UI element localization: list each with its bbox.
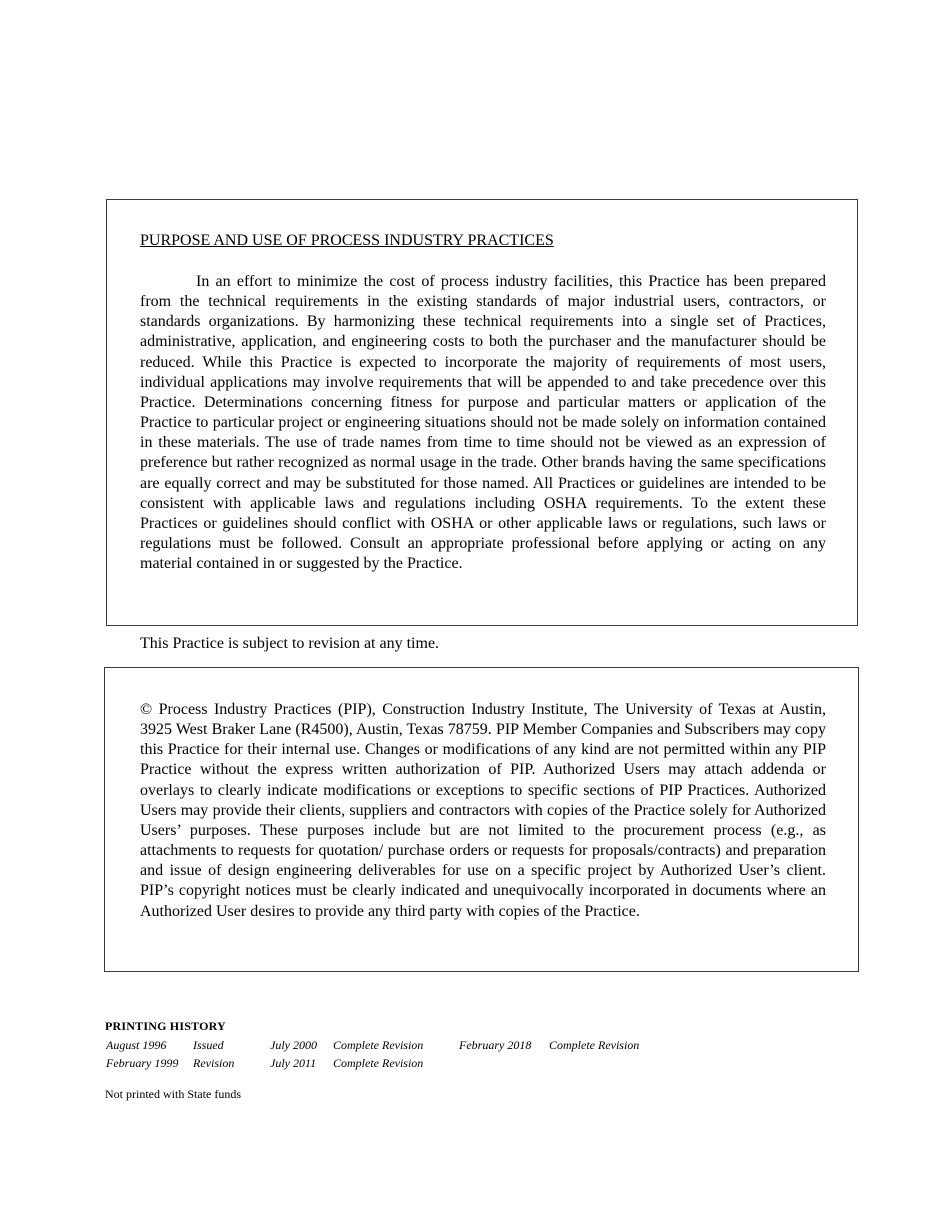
history-note: Complete Revision [333,1056,424,1070]
copyright-paragraph: © Process Industry Practices (PIP), Construction Industry Institute, The University of Texas at Austin, 3925 West Braker Lane (R4500), Austin, Texas 78759. PIP Member Companies and Subscribers may copy this Practice for their internal use. Changes or modifications of any kind are not permitted within any PIP Practice without the express written authorization of PIP. Authorized Users may attach addenda or overlays to clearly indicate modifications or exceptions to specific sections of PIP Practices. Authorized Users may provide their clients, suppliers and contractors with copies of the Practice solely for Authorized Users’ purposes. These purposes include but are not limited to the procurement process (e.g., as attachments to requests for quotation/ purchase orders or requests for proposals/contracts) and preparation and issue of design engineering deliverables for use on a specific project by Authorized User’s client. PIP’s copyright notices must be clearly indicated and unequivocally incorporated in documents where an Authorized User desires to provide any third party with copies of the Practice. [140,701,826,920]
history-date: July 2000 [270,1038,317,1052]
history-note: Complete Revision [549,1038,640,1052]
history-date: August 1996 [106,1038,167,1052]
printing-history-title: PRINTING HISTORY [105,1019,226,1033]
purpose-paragraph: In an effort to minimize the cost of process industry facilities, this Practice has been prepared from the technical requirements in the existing standards of major industrial users, contractors, or standards organizations. By harmonizing these technical requirements into a single set of Practices, administrative, application, and engineering costs to both the purchaser and the manufacturer should be reduced. While this Practice is expected to incorporate the majority of requirements of most users, individual applications may involve requirements that will be appended to and take precedence over this Practice. Determinations concerning fitness for purpose and particular matters or application of the Practice to particular project or engineering situations should not be made solely on information contained in these materials. The use of trade names from time to time should not be viewed as an expression of preference but rather recognized as normal usage in the trade. Other brands having the same specifications are equally correct and may be substituted for those named. All Practices or guidelines are intended to be consistent with applicable laws and regulations including OSHA requirements. To the extent these Practices or guidelines should conflict with OSHA or other applicable laws or regulations, such laws or regulations must be followed. Consult an appropriate professional before applying or acting on any material contained in or suggested by the Practice. [140,273,826,573]
history-note: Revision [193,1056,235,1070]
purpose-title: PURPOSE AND USE OF PROCESS INDUSTRY PRACTICES [140,232,554,249]
history-date: July 2011 [270,1056,317,1070]
history-note: Issued [193,1038,224,1052]
revision-note: This Practice is subject to revision at any time. [140,635,440,652]
history-date: February 1999 [106,1056,179,1070]
purpose-box [106,199,858,626]
history-note: Complete Revision [333,1038,424,1052]
funding-notice: Not printed with State funds [105,1087,241,1101]
history-date: February 2018 [459,1038,532,1052]
copyright-box [104,667,859,972]
